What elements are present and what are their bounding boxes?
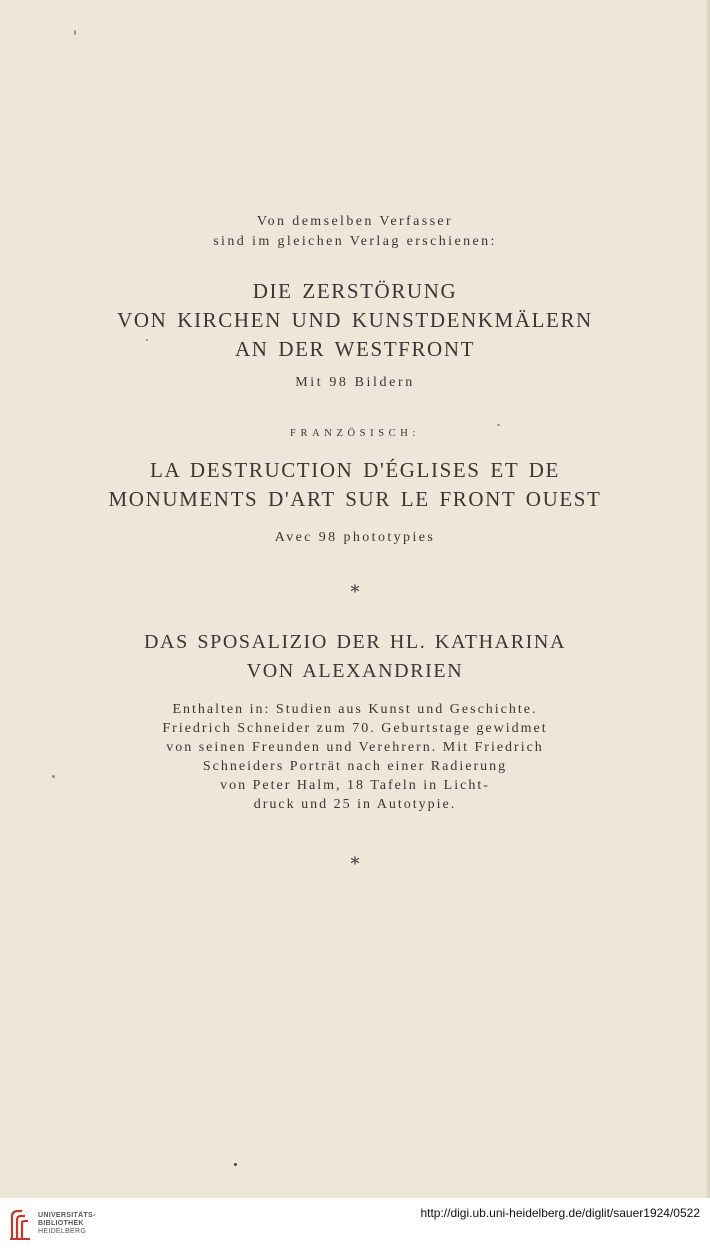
logo-line: BIBLIOTHEK [38,1220,84,1227]
logo-line: UNIVERSITÄTS- [38,1212,96,1219]
page-edge [706,0,710,1198]
book2-title-line: VON ALEXANDRIEN [246,660,464,682]
description-line: von seinen Freunden und Verehrern. Mit Friedrich [166,740,544,755]
book2-title-line: DAS SPOSALIZIO DER HL. KATHARINA [144,631,566,653]
translation-label: FRANZÖSISCH: [290,428,420,439]
book2-title [0,628,710,686]
description-line: Friedrich Schneider zum 70. Geburtstage gewidmet [162,721,548,736]
asterisk-separator-icon: ⁎ [350,576,360,596]
intro-line: Von demselben Verfasser [256,214,454,229]
logo-line: HEIDELBERG [38,1228,87,1235]
book1-title [0,277,710,364]
description-line: von Peter Halm, 18 Tafeln in Licht- [220,778,490,793]
university-library-logo-icon[interactable] [8,1207,34,1243]
description-line: Enthalten in: Studien aus Kunst und Geschichte. [172,702,538,717]
source-url-link[interactable]: http://digi.ub.uni-heidelberg.de/diglit/sauer1924/0522 [420,1206,700,1220]
publisher-intro [0,212,710,252]
book1-french-title-line: MONUMENTS D'ART SUR LE FRONT OUEST [108,487,602,511]
description-line: druck und 25 in Autotypie. [253,797,457,812]
intro-line: sind im gleichen Verlag erschienen: [213,234,497,249]
book1-french-title [0,456,710,514]
book1-subtitle: Mit 98 Bildern [295,375,415,390]
scan-speck [234,1163,237,1166]
scan-speck [497,424,500,426]
book1-title-line: VON KIRCHEN UND KUNSTDENKMÄLERN [117,308,593,332]
book1-title-line: AN DER WESTFRONT [234,337,476,361]
book1-title-line: DIE ZERSTÖRUNG [252,279,458,303]
asterisk-separator-icon: ⁎ [350,848,360,868]
description-line: Schneiders Porträt nach einer Radierung [202,759,508,774]
book1-french-title-line: LA DESTRUCTION D'ÉGLISES ET DE [150,458,560,482]
book1-french-subtitle: Avec 98 phototypies [274,530,436,545]
library-logo-text[interactable] [38,1212,96,1236]
book2-description [0,700,710,814]
scan-speck [74,30,76,35]
